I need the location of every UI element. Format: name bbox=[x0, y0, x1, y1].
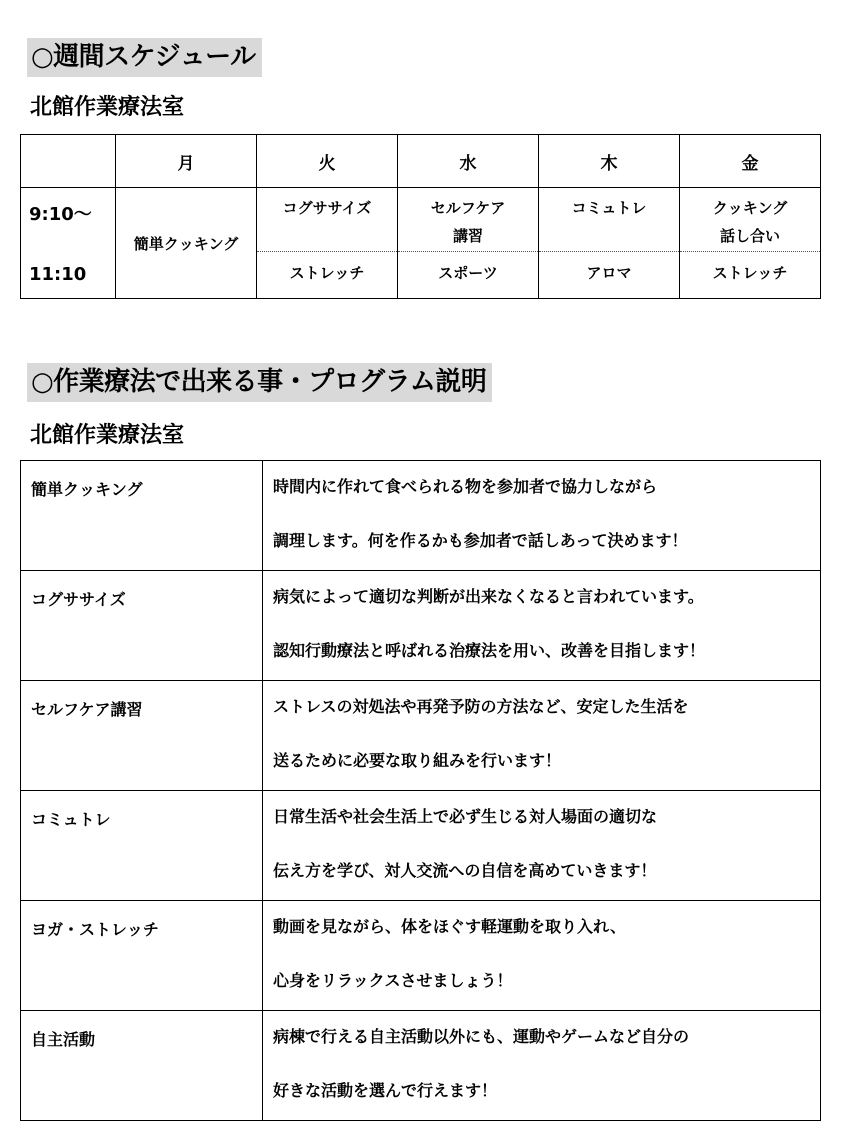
day-header-fri: 金 bbox=[680, 135, 821, 188]
program-description bbox=[263, 901, 821, 1011]
program-row bbox=[21, 681, 821, 791]
program-row bbox=[21, 901, 821, 1011]
description-line: 心身をリラックスさせましょう！ bbox=[273, 971, 513, 990]
description-line: 認知行動療法と呼ばれる治療法を用い、改善を目指します！ bbox=[273, 641, 706, 660]
program-description bbox=[263, 571, 821, 681]
program-row bbox=[21, 461, 821, 571]
tue-cell bbox=[257, 188, 398, 299]
program-row bbox=[21, 791, 821, 901]
time-header-cell bbox=[21, 135, 116, 188]
time-end: 11:10 bbox=[29, 264, 87, 285]
program-name: コグササイズ bbox=[21, 571, 263, 681]
thu-bottom: アロマ bbox=[586, 264, 632, 282]
program-name: セルフケア講習 bbox=[21, 681, 263, 791]
day-header-wed: 水 bbox=[398, 135, 539, 188]
description-line: 好きな活動を選んで行えます！ bbox=[273, 1081, 498, 1100]
wed-bottom: スポーツ bbox=[438, 264, 498, 282]
day-header-tue: 火 bbox=[257, 135, 398, 188]
program-name: 簡単クッキング bbox=[21, 461, 263, 571]
fri-bottom: ストレッチ bbox=[712, 264, 788, 282]
description-line: 動画を見ながら、体をほぐす軽運動を取り入れ、 bbox=[273, 917, 626, 936]
day-header-mon: 月 bbox=[116, 135, 257, 188]
programs-subheading: 北館作業療法室 bbox=[30, 423, 185, 448]
schedule-header-row bbox=[21, 135, 821, 188]
description-line: 日常生活や社会生活上で必ず生じる対人場面の適切な bbox=[273, 807, 658, 826]
program-description bbox=[263, 791, 821, 901]
description-line: 病棟で行える自主活動以外にも、運動やゲームなど自分の bbox=[273, 1027, 690, 1046]
schedule-heading: ○週間スケジュール bbox=[27, 38, 262, 77]
description-line: 時間内に作れて食べられる物を参加者で協力しながら bbox=[273, 477, 658, 496]
tue-top: コグササイズ bbox=[257, 188, 397, 252]
program-description bbox=[263, 461, 821, 571]
description-line: 伝え方を学び、対人交流への自信を高めていきます！ bbox=[273, 861, 657, 880]
program-description bbox=[263, 1011, 821, 1121]
thu-cell bbox=[539, 188, 680, 299]
time-start: 9:10〜 bbox=[29, 204, 92, 225]
program-row bbox=[21, 1011, 821, 1121]
thu-top: コミュトレ bbox=[539, 188, 679, 252]
wed-top-line1: セルフケア bbox=[430, 199, 506, 217]
day-header-thu: 木 bbox=[539, 135, 680, 188]
description-line: ストレスの対処法や再発予防の方法など、安定した生活を bbox=[273, 697, 689, 716]
description-line: 病気によって適切な判断が出来なくなると言われています。 bbox=[273, 587, 704, 606]
program-row bbox=[21, 571, 821, 681]
description-line: 送るために必要な取り組みを行います！ bbox=[273, 751, 562, 770]
program-description-table bbox=[20, 460, 821, 1121]
fri-top-line2: 話し合い bbox=[719, 227, 780, 245]
tue-bottom: ストレッチ bbox=[289, 264, 365, 282]
programs-heading: ○作業療法で出来る事・プログラム説明 bbox=[27, 363, 492, 402]
fri-cell bbox=[680, 188, 821, 299]
program-name: ヨガ・ストレッチ bbox=[21, 901, 263, 1011]
weekly-schedule-table bbox=[20, 134, 821, 299]
description-line: 調理します。何を作るかも参加者で話しあって決めます！ bbox=[273, 531, 688, 550]
schedule-row bbox=[21, 188, 821, 299]
program-name: 自主活動 bbox=[21, 1011, 263, 1121]
fri-top bbox=[680, 188, 820, 252]
wed-top-line2: 講習 bbox=[452, 227, 483, 245]
program-name: コミュトレ bbox=[21, 791, 263, 901]
schedule-subheading: 北館作業療法室 bbox=[30, 95, 185, 120]
wed-cell bbox=[398, 188, 539, 299]
wed-top bbox=[398, 188, 538, 252]
time-cell bbox=[21, 188, 116, 299]
fri-top-line1: クッキング bbox=[712, 199, 788, 217]
program-description bbox=[263, 681, 821, 791]
mon-cell: 簡単クッキング bbox=[116, 188, 257, 299]
